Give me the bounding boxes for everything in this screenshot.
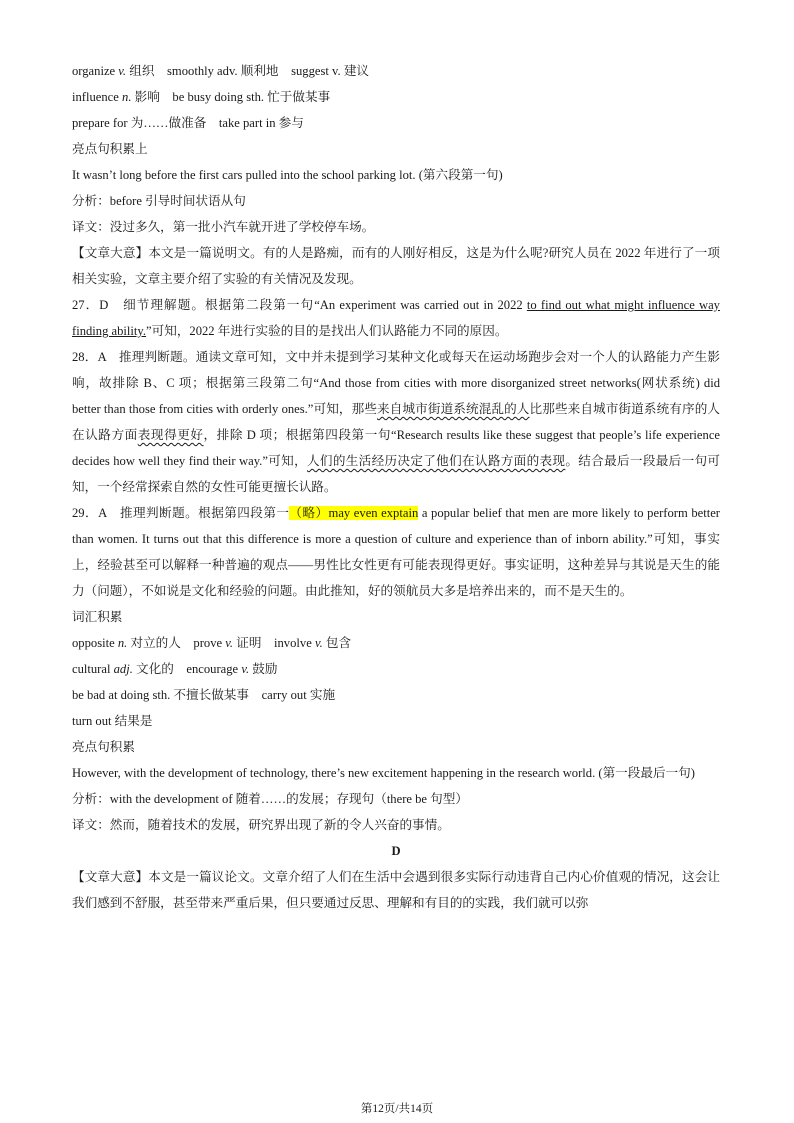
highlight-sentence: It wasn’t long before the first cars pulled into the school parking lot. (第六段第一句) [72,168,503,182]
vocab-entry: take part in 参与 [218,116,304,130]
part-of-speech: v. [225,636,234,650]
vocab-line [72,630,720,656]
answer-text: ，排除 D 项；根据第四段第一句“Research results like these suggest that people’s life experience decides how well they find their way.”可知， [72,428,720,468]
section-heading: 词汇积累 [72,610,123,624]
answer-text: 28．A 推理判断题。通读文章可知，文中并未提到学习某种文化或每天在运动场跑步会对一个人的认路能力产生影响，故排除 B、C 项；根据第三段第二句“And those from cities with more disorganized street networks(网状系统) did better than those from cities with orderly ones.”可知，那些 [72,350,720,416]
vocab-meaning: 组织 [129,64,155,78]
wavy-underlined-text: 来自城市街道系统混乱的人 [377,402,530,416]
vocab-entry: suggest v. 建议 [291,64,370,78]
answer-29 [72,500,720,604]
wavy-underlined-text: 人们的生活经历决定了他们在认路方面的表现 [306,454,566,468]
passage-summary: 【文章大意】本文是一篇说明文。有的人是路痴，而有的人刚好相反，这是为什么呢?研究人员在 2022 年进行了一项相关实验，文章主要介绍了实验的有关情况及发现。 [72,246,720,286]
section-letter: D [391,844,401,858]
vocab-word: prove [193,636,223,650]
vocab-word: encourage [186,662,239,676]
vocab-entry: be bad at doing sth. 不擅长做某事 [72,688,249,702]
vocab-meaning: 文化的 [136,662,174,676]
answer-text: ”可知，2022 年进行实验的目的是找出人们认路能力不同的原因。 [146,324,508,338]
part-of-speech: n. [122,90,132,104]
analysis-text: 分析：with the development of 随着……的发展；存现句（there be 句型） [72,792,468,806]
vocab-line: turn out 结果是 [72,714,153,728]
vocab-entry: prepare for 为……做准备 [72,116,207,130]
answer-text: a popular belief that men are more likely to perform better than women. It turns out that this difference is more a question of culture and experience than of inborn ability.”可知，事实上，经验甚至可以解释一种普遍的观点——男性比女性更有可能表现得更好。事实证明，这种差异与其说是天生的能力（问题），不如说是文化和经验的问题。由此推知，好的领航员大多是培养出来的，而不是天生的。 [72,506,720,598]
answer-text: 29．A 推理判断题。根据第四段第一 [72,506,290,520]
passage-summary: 【文章大意】本文是一篇议论文。文章介绍了人们在生活中会遇到很多实际行动违背自己内心价值观的情况，这会让我们感到不舒服，甚至带来严重后果，但只要通过反思、理解和有目的的实践，我们就可以弥 [72,870,720,910]
part-of-speech: v. [118,64,127,78]
vocab-word: opposite [72,636,115,650]
translation-text: 译文：没过多久，第一批小汽车就开进了学校停车场。 [72,220,375,234]
vocab-line [72,58,720,84]
vocab-meaning: 鼓励 [252,662,278,676]
vocab-meaning: 影响 [134,90,160,104]
part-of-speech: n. [117,636,128,650]
answer-text: 。结合最后一段最后一句可知，一个经常探索自然的女性可能更擅长认路。 [72,454,721,494]
answer-text: 比那些来自城市街道系统有序的人在认路方面 [72,402,721,442]
section-heading: 亮点句积累 [72,740,135,754]
page-number: 第12页/共14页 [360,1103,434,1115]
wavy-underlined-text: 表现得更好 [137,428,204,442]
part-of-speech: v. [241,662,250,676]
section-heading: 亮点句积累上 [72,142,148,156]
vocab-line [72,84,720,110]
vocab-meaning: 对立的人 [130,636,181,650]
vocab-meaning: 证明 [236,636,262,650]
highlighted-text: （略）may even exptain [289,506,419,520]
vocab-line [72,682,720,708]
vocab-entry: smoothly adv. 顺利地 [167,64,279,78]
translation-text: 译文：然而，随着技术的发展，研究界出现了新的令人兴奋的事情。 [72,818,450,832]
highlight-sentence: However, with the development of technology, there’s new excitement happening in the research world. (第一段最后一句) [72,766,695,780]
answer-28 [72,344,720,500]
answer-text: 27．D 细节理解题。根据第二段第一句“An experiment was carried out in 2022 [72,298,527,312]
part-of-speech: adj. [113,662,133,676]
vocab-entry: carry out 实施 [261,688,336,702]
vocab-word: organize [72,64,116,78]
vocab-line [72,656,720,682]
vocab-word: cultural [72,662,111,676]
part-of-speech: v. [314,636,323,650]
answer-27 [72,292,720,344]
vocab-word: involve [274,636,312,650]
vocab-line [72,110,720,136]
underlined-quote: to find out what might influence way finding ability. [72,298,720,338]
page-content [72,58,720,916]
analysis-text: 分析：before 引导时间状语从句 [72,194,246,208]
vocab-entry: be busy doing sth. 忙于做某事 [172,90,331,104]
vocab-word: influence [72,90,119,104]
vocab-meaning: 包含 [325,636,352,650]
